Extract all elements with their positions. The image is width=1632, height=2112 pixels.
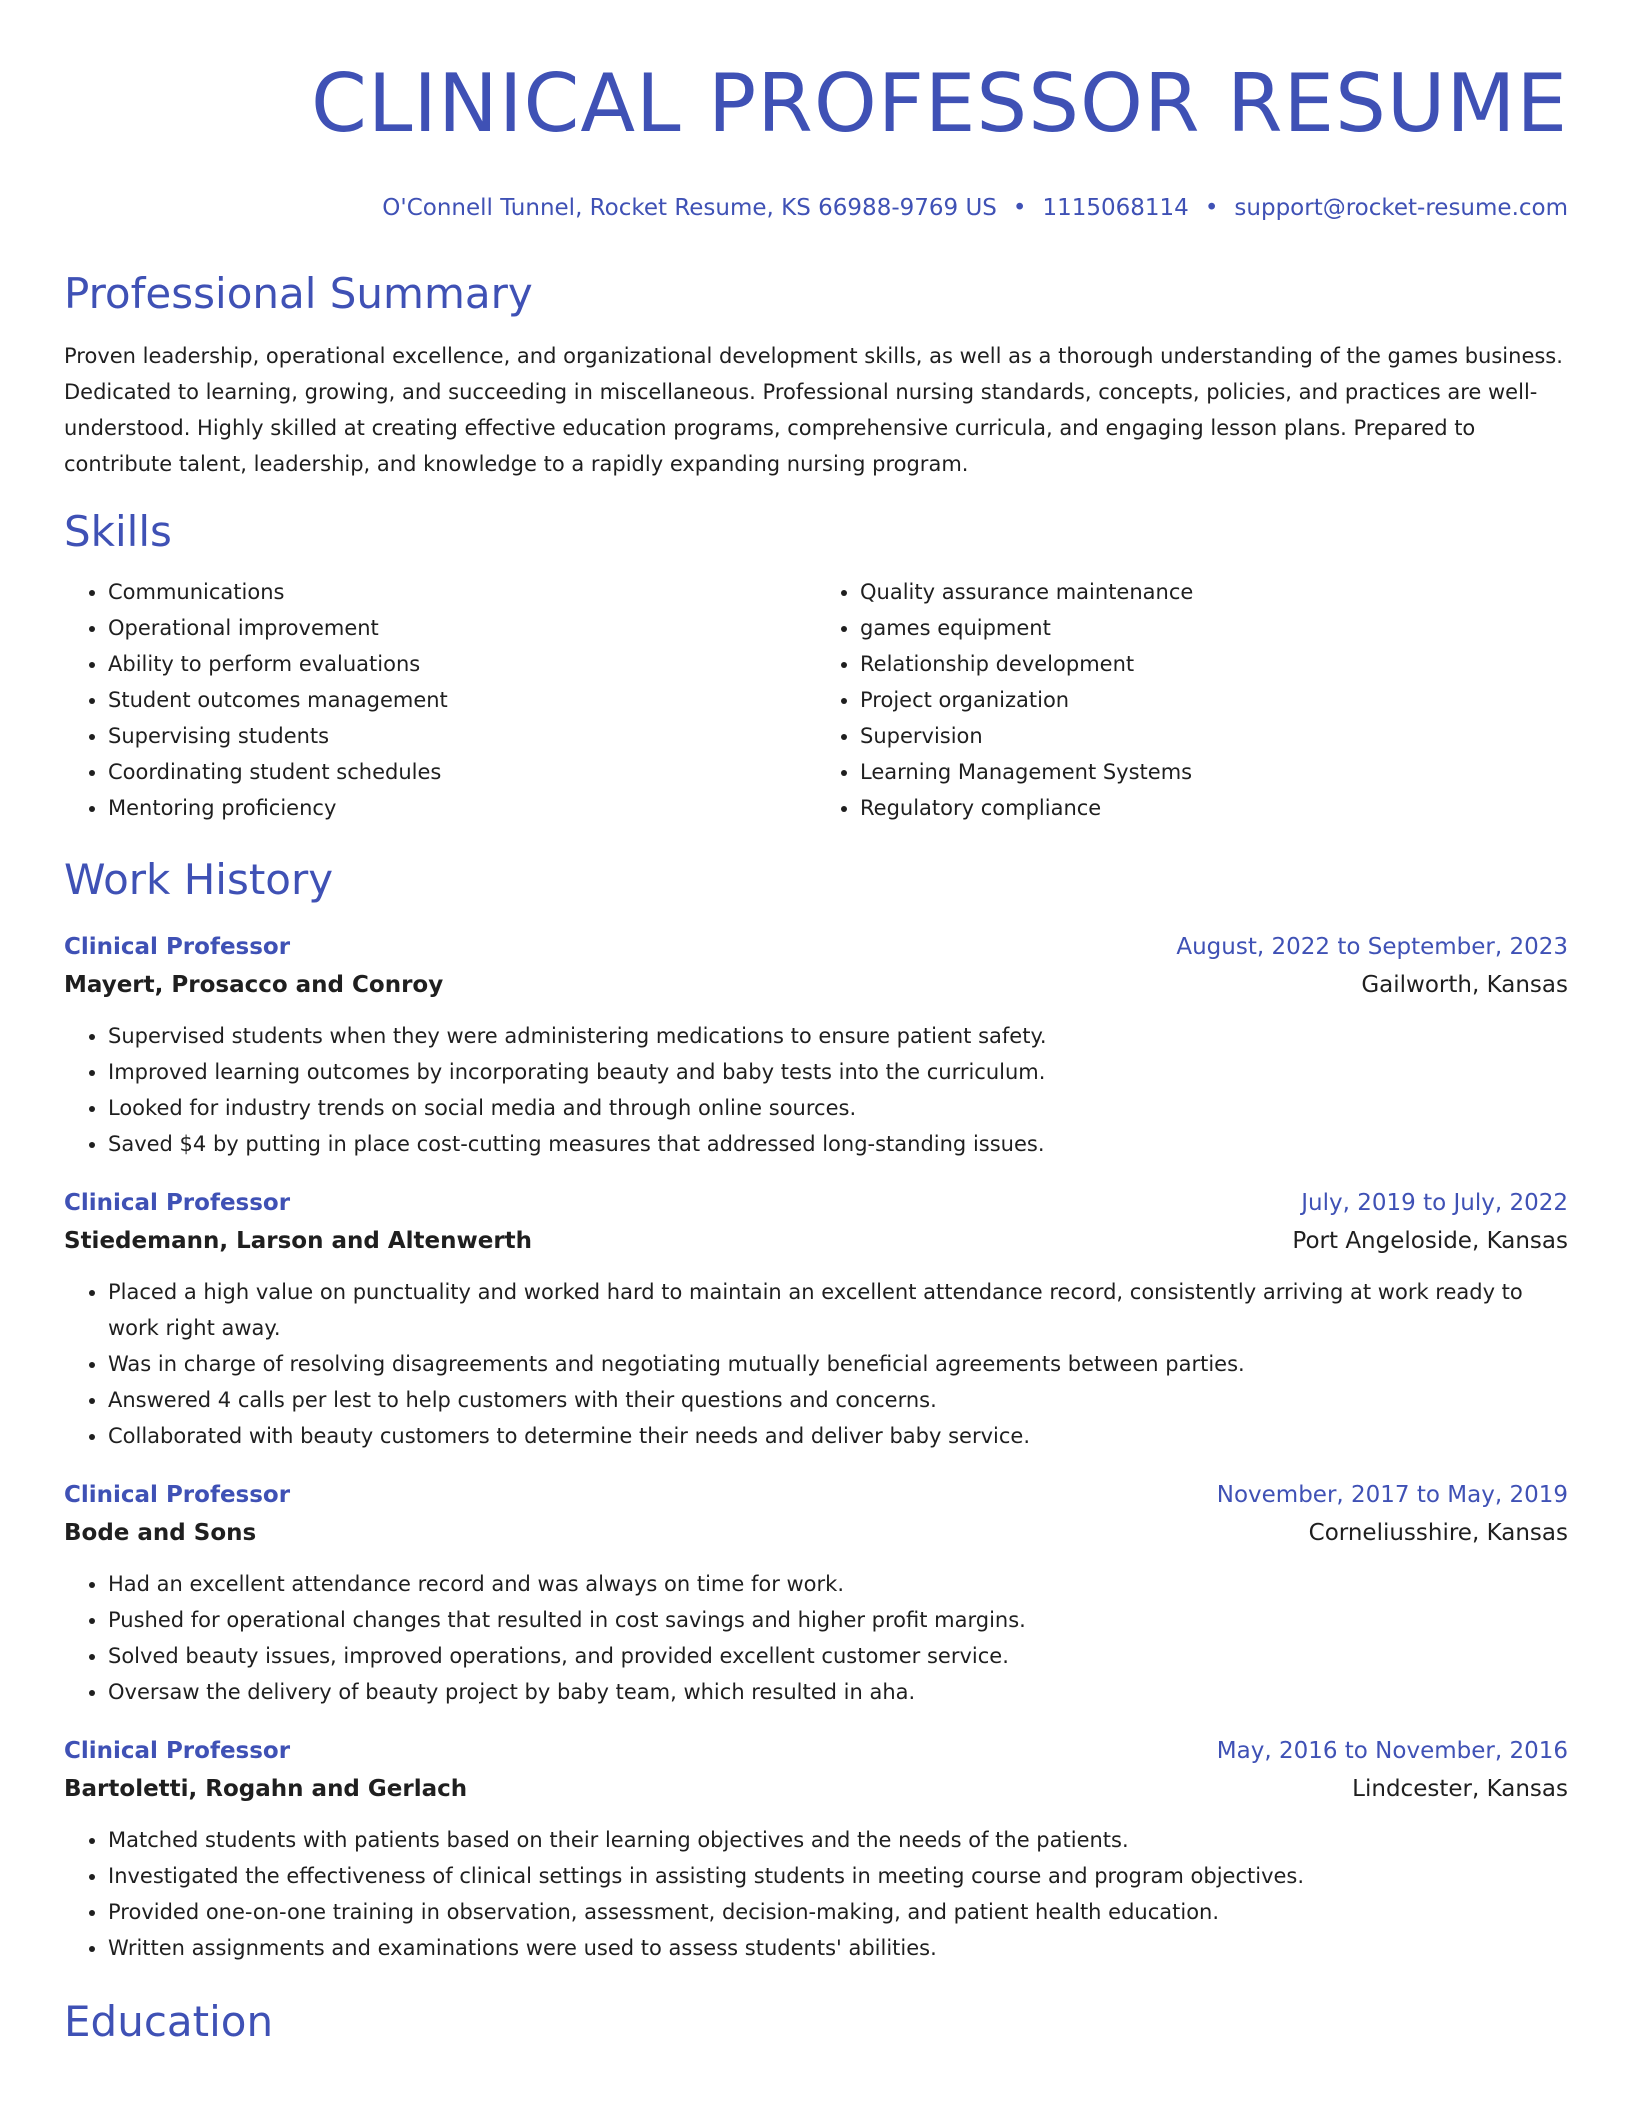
contact-email[interactable]: support@rocket-resume.com	[1234, 195, 1568, 221]
job-duties	[64, 1822, 1568, 1966]
job-location: Gailworth, Kansas	[1361, 972, 1568, 998]
skill-item: • Regulatory compliance	[860, 790, 1568, 826]
resume-header	[64, 56, 1568, 224]
job-duty: • Saved $4 by putting in place cost-cutting measures that addressed long-standing issues.	[108, 1126, 1568, 1162]
section-title-skills: Skills	[64, 507, 172, 556]
job-location: Port Angeloside, Kansas	[1292, 1228, 1568, 1254]
skill-item: • Learning Management Systems	[860, 754, 1568, 790]
skills-column-left	[64, 574, 816, 826]
job-title: Clinical Professor	[64, 1190, 291, 1216]
skill-item: • Ability to perform evaluations	[108, 646, 816, 682]
skill-item: • Supervising students	[108, 718, 816, 754]
job-company-row	[64, 1514, 1568, 1552]
job-duty: • Had an excellent attendance record and was always on time for work.	[108, 1566, 1568, 1602]
summary-paragraph: Proven leadership, operational excellence, and organizational development skills, as well as a thorough understanding of the games business. Dedicated to learning, growing, and succeeding in miscellaneous. Professional nursing standards, concepts, policies, and practices are well-understood. Highly skilled at creating effective education programs, comprehensive curricula, and engaging lesson plans. Prepared to contribute talent, leadership, and knowledge to a rapidly expanding nursing program.	[64, 344, 1563, 476]
work-history-list	[64, 928, 1568, 1966]
job-entry	[64, 1184, 1568, 1454]
job-duty: • Written assignments and examinations were used to assess students' abilities.	[108, 1930, 1568, 1966]
job-dates: November, 2017 to May, 2019	[1216, 1482, 1568, 1508]
job-title: Clinical Professor	[64, 1482, 291, 1508]
skills-column-right	[816, 574, 1568, 826]
skill-item: • Operational improvement	[108, 610, 816, 646]
contact-line	[64, 192, 1568, 224]
skill-item: • Supervision	[860, 718, 1568, 754]
job-header-row	[64, 928, 1568, 966]
job-dates: August, 2022 to September, 2023	[1176, 934, 1568, 960]
job-dates: May, 2016 to November, 2016	[1216, 1738, 1568, 1764]
skill-item: • Communications	[108, 574, 816, 610]
section-title-summary: Professional Summary	[64, 269, 533, 318]
job-duty: • Placed a high value on punctuality and worked hard to maintain an excellent attendance record, consistently arriving at work ready to work right away.	[108, 1274, 1568, 1346]
job-duty: • Solved beauty issues, improved operations, and provided excellent customer service.	[108, 1638, 1568, 1674]
job-company: Mayert, Prosacco and Conroy	[64, 972, 444, 998]
skill-item: • Project organization	[860, 682, 1568, 718]
job-duty: • Investigated the effectiveness of clinical settings in assisting students in meeting course and program objectives.	[108, 1858, 1568, 1894]
job-duty: • Provided one-on-one training in observation, assessment, decision-making, and patient health education.	[108, 1894, 1568, 1930]
job-duty: • Collaborated with beauty customers to determine their needs and deliver baby service.	[108, 1418, 1568, 1454]
skill-item: • Mentoring proficiency	[108, 790, 816, 826]
skill-item: • Coordinating student schedules	[108, 754, 816, 790]
skill-item: • Relationship development	[860, 646, 1568, 682]
job-location: Corneliusshire, Kansas	[1308, 1520, 1568, 1546]
job-title: Clinical Professor	[64, 1738, 291, 1764]
job-company-row	[64, 966, 1568, 1004]
job-duties	[64, 1274, 1568, 1454]
job-header-row	[64, 1732, 1568, 1770]
skills-list	[64, 574, 1568, 826]
job-dates: July, 2019 to July, 2022	[1301, 1190, 1568, 1216]
job-company: Bode and Sons	[64, 1520, 257, 1546]
job-duty: • Matched students with patients based on their learning objectives and the needs of the patients.	[108, 1822, 1568, 1858]
job-duty: • Improved learning outcomes by incorporating beauty and baby tests into the curriculum.	[108, 1054, 1568, 1090]
job-duty: • Was in charge of resolving disagreements and negotiating mutually beneficial agreements between parties.	[108, 1346, 1568, 1382]
skill-item: • games equipment	[860, 610, 1568, 646]
resume-title: CLINICAL PROFESSOR RESUME	[311, 57, 1568, 150]
job-entry	[64, 1476, 1568, 1710]
skill-item: • Quality assurance maintenance	[860, 574, 1568, 610]
job-duties	[64, 1566, 1568, 1710]
job-duty: • Pushed for operational changes that resulted in cost savings and higher profit margins.	[108, 1602, 1568, 1638]
job-entry	[64, 1732, 1568, 1966]
job-company: Bartoletti, Rogahn and Gerlach	[64, 1776, 468, 1802]
section-title-education: Education	[64, 1997, 274, 2046]
job-duty: • Looked for industry trends on social media and through online sources.	[108, 1090, 1568, 1126]
contact-separator: •	[1204, 195, 1219, 221]
job-company-row	[64, 1770, 1568, 1808]
job-company-row	[64, 1222, 1568, 1260]
job-header-row	[64, 1184, 1568, 1222]
job-title: Clinical Professor	[64, 934, 291, 960]
job-duties	[64, 1018, 1568, 1162]
job-header-row	[64, 1476, 1568, 1514]
section-title-work-history: Work History	[64, 855, 334, 904]
job-company: Stiedemann, Larson and Altenwerth	[64, 1228, 533, 1254]
contact-phone: 1115068114	[1042, 195, 1189, 221]
job-duty: • Oversaw the delivery of beauty project by baby team, which resulted in aha.	[108, 1674, 1568, 1710]
job-duty: • Supervised students when they were administering medications to ensure patient safety.	[108, 1018, 1568, 1054]
contact-address: O'Connell Tunnel, Rocket Resume, KS 66988-9769 US	[382, 195, 997, 221]
contact-separator: •	[1012, 195, 1027, 221]
job-entry	[64, 928, 1568, 1162]
job-duty: • Answered 4 calls per lest to help customers with their questions and concerns.	[108, 1382, 1568, 1418]
skill-item: • Student outcomes management	[108, 682, 816, 718]
job-location: Lindcester, Kansas	[1352, 1776, 1568, 1802]
